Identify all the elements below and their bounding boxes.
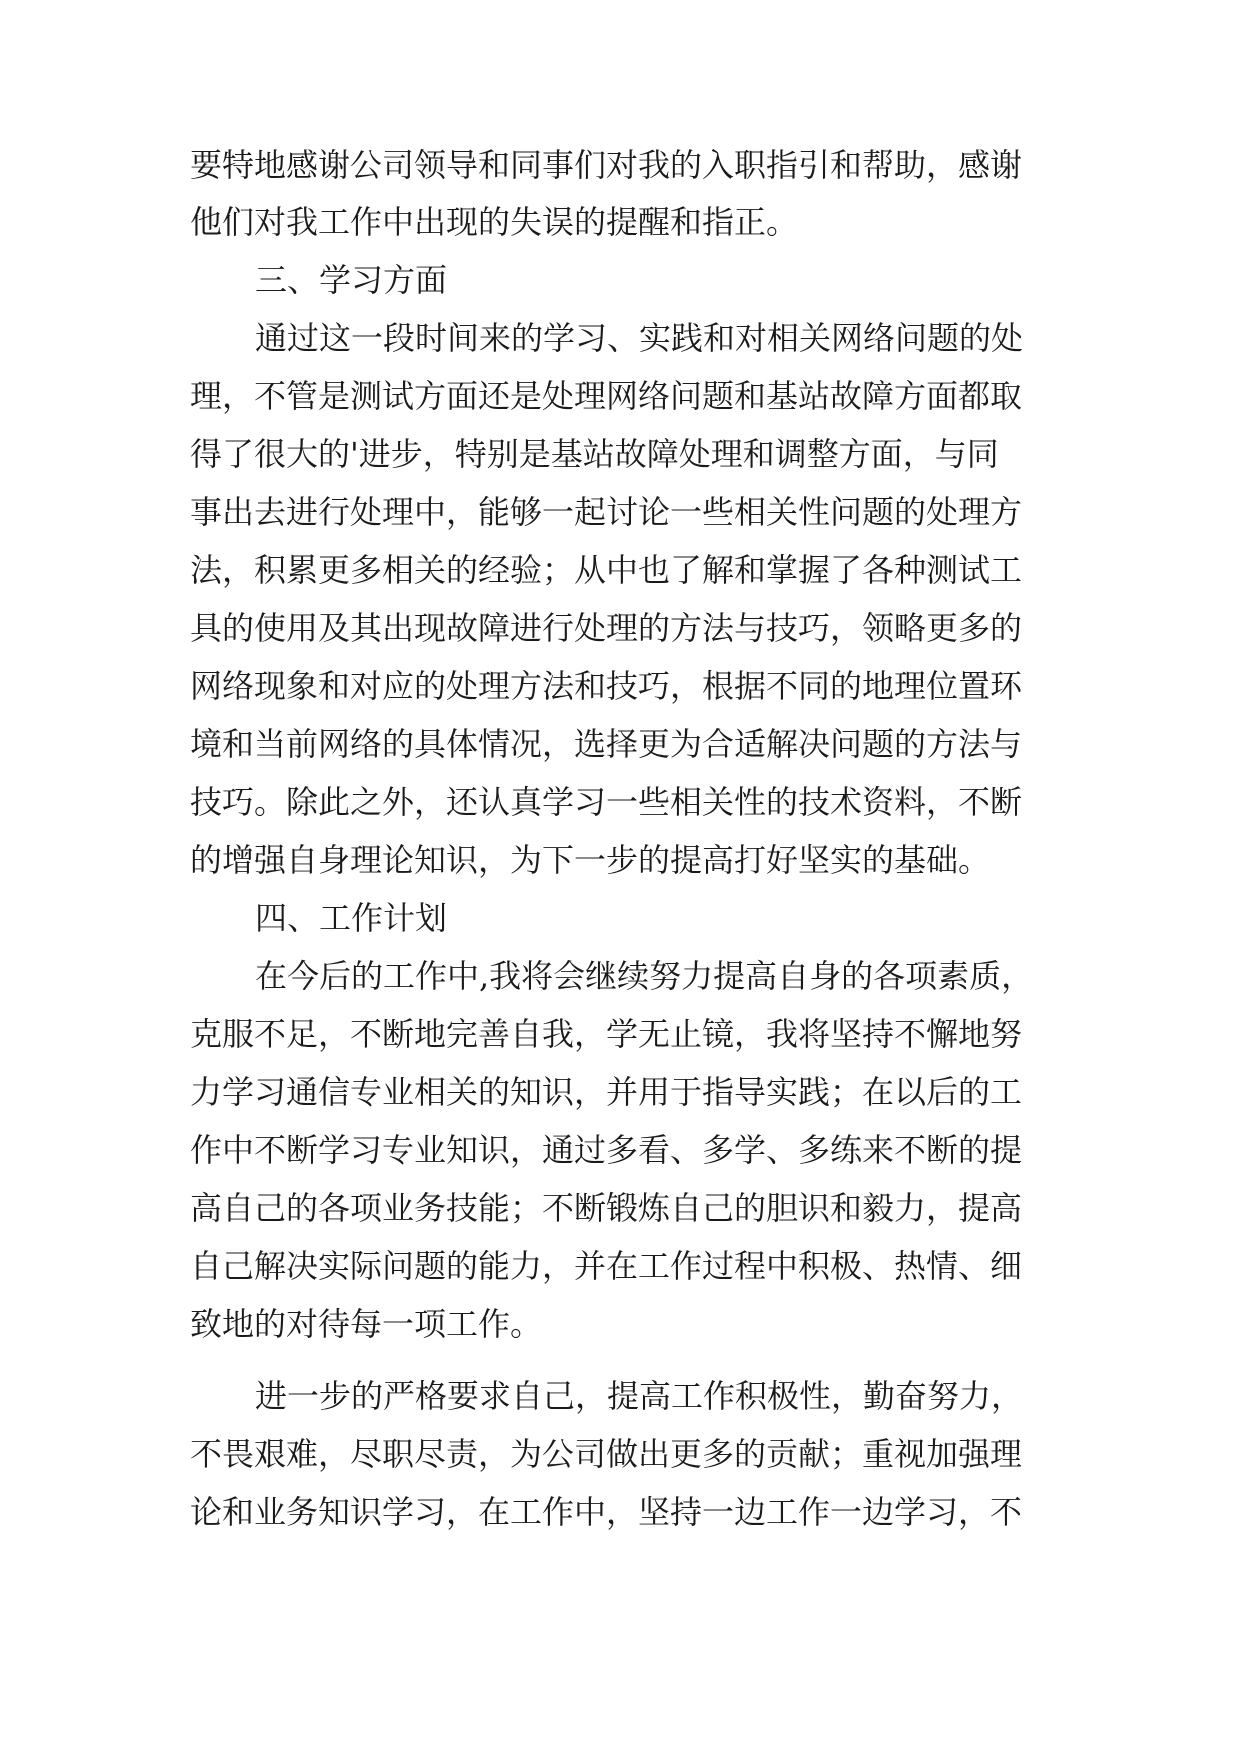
text-line: 在今后的工作中,我将会继续努力提高自身的各项素质， xyxy=(255,957,1034,995)
text-line: 具的使用及其出现故障进行处理的方法与技巧，领略更多的 xyxy=(190,609,1023,647)
section-heading: 四、工作计划 xyxy=(255,899,448,937)
text-line: 网络现象和对应的处理方法和技巧，根据不同的地理位置环 xyxy=(190,667,1023,705)
text-line: 致地的对待每一项工作。 xyxy=(190,1305,543,1343)
text-line: 他们对我工作中出现的失误的提醒和指正。 xyxy=(190,203,799,241)
text-line: 进一步的严格要求自己，提高工作积极性，勤奋努力， xyxy=(255,1377,1024,1415)
text-line: 论和业务知识学习，在工作中，坚持一边工作一边学习，不 xyxy=(190,1493,1023,1531)
text-line: 克服不足，不断地完善自我，学无止镜，我将坚持不懈地努 xyxy=(190,1015,1023,1053)
text-line: 作中不断学习专业知识，通过多看、多学、多练来不断的提 xyxy=(190,1131,1023,1169)
text-line: 法，积累更多相关的经验；从中也了解和掌握了各种测试工 xyxy=(190,551,1023,589)
text-line: 境和当前网络的具体情况，选择更为合适解决问题的方法与 xyxy=(190,725,1023,763)
text-line: 事出去进行处理中，能够一起讨论一些相关性问题的处理方 xyxy=(190,493,1023,531)
text-line: 高自己的各项业务技能；不断锻炼自己的胆识和毅力，提高 xyxy=(190,1189,1023,1227)
text-line: 自己解决实际问题的能力，并在工作过程中积极、热情、细 xyxy=(190,1247,1023,1285)
text-line: 理，不管是测试方面还是处理网络问题和基站故障方面都取 xyxy=(190,377,1023,415)
text-line: 得了很大的'进步，特别是基站故障处理和调整方面，与同 xyxy=(190,435,999,473)
text-line: 不畏艰难，尽职尽责，为公司做出更多的贡献；重视加强理 xyxy=(190,1435,1023,1473)
section-heading: 三、学习方面 xyxy=(255,261,448,299)
text-line: 力学习通信专业相关的知识，并用于指导实践；在以后的工 xyxy=(190,1073,1023,1111)
text-line: 要特地感谢公司领导和同事们对我的入职指引和帮助，感谢 xyxy=(190,146,1023,184)
text-line: 技巧。除此之外，还认真学习一些相关性的技术资料，不断 xyxy=(190,783,1023,821)
text-line: 的增强自身理论知识，为下一步的提高打好坚实的基础。 xyxy=(190,841,991,879)
text-line: 通过这一段时间来的学习、实践和对相关网络问题的处 xyxy=(255,319,1024,357)
